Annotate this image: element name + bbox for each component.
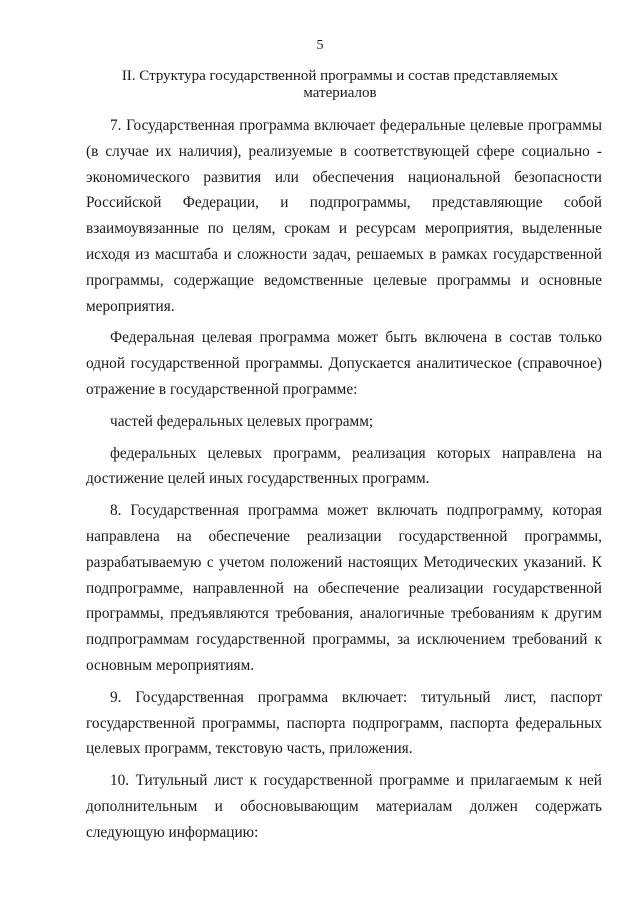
list-item-parts: частей федеральных целевых программ; (110, 412, 374, 430)
document-body (86, 113, 602, 852)
list-item-programs: федеральных целевых программ, реализация которых направлена на достижение целей иных государственных программ. (86, 444, 602, 488)
section-heading: II. Структура государственной программы и состав представляемых материалов (121, 68, 559, 101)
paragraph-7: 7. Государственная программа включает федеральные целевые программы (в случае их наличия), реализуемые в соответствующей сфере социально - экономического развития или обеспечения национальной безопасности Российской Федерации, и подпрограммы, представляющие собой взаимоувязанные по целям, срокам и ресурсам мероприятия, выделенные исходя из масштаба и сложности задач, решаемых в рамках государственной программы, содержащие ведомственные целевые программы и основные мероприятия. (86, 117, 602, 315)
page-number: 5 (316, 38, 324, 53)
paragraph-8: 8. Государственная программа может включать подпрограмму, которая направлена на обеспечение реализации государственной программы, разрабатываемую с учетом положений настоящих Методических указаний. К подпрограмме, направленной на обеспечение реализации государственной программы, предъявляются требования, аналогичные требованиям к другим подпрограммам государственной программы, за исключением требований к основным мероприятиям. (86, 502, 602, 674)
paragraph-fcp-inclusion: Федеральная целевая программа может быть включена в состав только одной государственной программы. Допускается аналитическое (справочное) отражение в государственной программе: (86, 329, 602, 398)
paragraph-9: 9. Государственная программа включает: титульный лист, паспорт государственной программы, паспорта подпрограмм, паспорта федеральных целевых программ, текстовую часть, приложения. (86, 688, 602, 758)
paragraph-10: 10. Титульный лист к государственной программе и прилагаемым к ней дополнительным и обосновывающим материалам должен содержать следующую информацию: (86, 772, 602, 841)
